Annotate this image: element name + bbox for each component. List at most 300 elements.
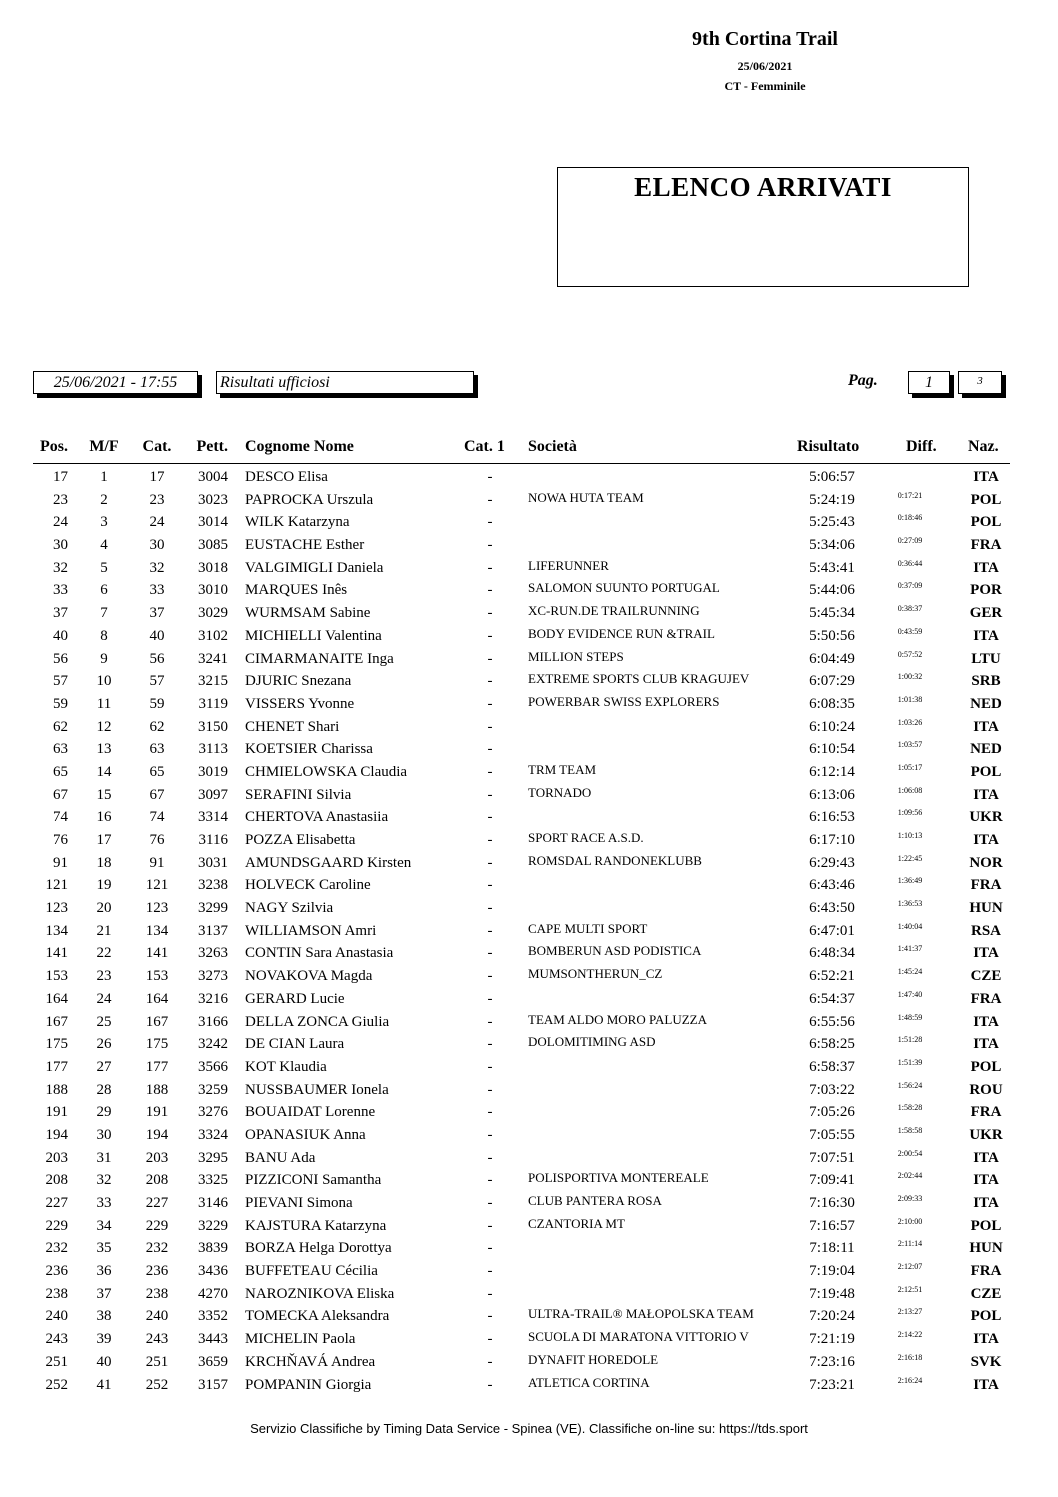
cell-cat: 188 <box>145 1081 169 1098</box>
cell-diff: 2:16:24 <box>897 1375 923 1385</box>
cell-diff: 1:47:40 <box>897 989 923 999</box>
cell-name: CHERTOVA Anastasiia <box>245 809 389 826</box>
cell-pett: 3263 <box>198 945 228 962</box>
cell-name: POZZA Elisabetta <box>245 832 356 848</box>
cell-risultato: 7:05:26 <box>809 1104 855 1121</box>
cell-diff: 0:27:09 <box>897 536 923 546</box>
cell-pett: 3018 <box>198 559 228 576</box>
cell-cat: 251 <box>145 1353 169 1370</box>
cell-mf: 29 <box>96 1104 112 1121</box>
cell-mf: 19 <box>96 877 112 894</box>
table-row <box>0 535 1058 558</box>
cell-cat: 153 <box>145 968 169 985</box>
cell-societa: SALOMON SUUNTO PORTUGAL <box>528 580 720 596</box>
cell-diff: 0:18:46 <box>897 513 923 523</box>
table-row <box>0 921 1058 944</box>
cell-pos: 62 <box>53 718 68 735</box>
cell-cat: 17 <box>149 469 165 485</box>
cell-pett: 3566 <box>198 1058 228 1075</box>
cell-societa: BODY EVIDENCE RUN &TRAIL <box>528 625 715 641</box>
cell-cat: 74 <box>149 809 165 826</box>
table-row <box>0 1306 1058 1329</box>
cell-name: PIEVANI Simona <box>245 1195 353 1211</box>
cell-diff: 1:06:08 <box>897 785 923 795</box>
table-row <box>0 1375 1058 1398</box>
cell-cat1: - <box>487 763 493 780</box>
cell-societa: CAPE MULTI SPORT <box>528 920 648 936</box>
col-cat1: Cat. 1 <box>464 438 505 455</box>
cell-pett: 3659 <box>198 1353 228 1370</box>
cell-diff: 1:36:49 <box>897 876 923 886</box>
table-row <box>0 1012 1058 1035</box>
cell-risultato: 7:19:04 <box>809 1263 855 1280</box>
cell-pos: 177 <box>45 1058 68 1075</box>
cell-risultato: 7:19:48 <box>809 1285 855 1302</box>
cell-mf: 8 <box>100 627 108 644</box>
cell-mf: 15 <box>96 786 112 803</box>
cell-naz: NED <box>970 695 1002 712</box>
cell-diff: 1:03:57 <box>897 740 923 750</box>
cell-naz: CZE <box>970 968 1002 985</box>
col-pos: Pos. <box>40 438 68 455</box>
cell-cat1: - <box>487 605 493 622</box>
table-row <box>0 1170 1058 1193</box>
table-row <box>0 671 1058 694</box>
cell-pett: 3019 <box>198 763 228 780</box>
cell-risultato: 7:05:55 <box>809 1126 855 1143</box>
cell-mf: 32 <box>96 1172 112 1189</box>
cell-diff: 0:57:52 <box>897 649 923 659</box>
cell-mf: 27 <box>96 1058 112 1075</box>
cell-mf: 24 <box>96 990 112 1007</box>
cell-societa: DYNAFIT HOREDOLE <box>528 1351 659 1367</box>
cell-name: OPANASIUK Anna <box>245 1126 366 1143</box>
cell-cat1: - <box>487 559 493 576</box>
cell-societa: ATLETICA CORTINA <box>528 1374 650 1390</box>
cell-diff: 1:09:56 <box>897 808 923 818</box>
cell-mf: 13 <box>96 741 112 758</box>
cell-risultato: 7:16:57 <box>809 1217 855 1234</box>
cell-pett: 3241 <box>198 650 228 667</box>
cell-mf: 10 <box>96 673 112 690</box>
cell-diff: 0:36:44 <box>897 558 923 568</box>
table-row <box>0 717 1058 740</box>
table-row <box>0 1125 1058 1148</box>
cell-cat: 67 <box>149 786 165 803</box>
footer-note: Servizio Classifiche by Timing Data Service - Spinea (VE). Classifiche on-line su: https://tds.sport <box>250 1421 808 1436</box>
cell-diff: 2:12:51 <box>897 1284 923 1294</box>
cell-mf: 18 <box>96 854 112 871</box>
cell-name: WILK Katarzyna <box>245 514 350 531</box>
cell-risultato: 6:08:35 <box>809 695 855 712</box>
cell-naz: SVK <box>970 1353 1002 1370</box>
cell-pett: 3216 <box>198 990 228 1007</box>
cell-societa: CZANTORIA MT <box>528 1215 625 1231</box>
table-row <box>0 1238 1058 1261</box>
cell-cat: 208 <box>145 1172 169 1189</box>
cell-name: POMPANIN Giorgia <box>245 1376 372 1393</box>
table-row <box>0 898 1058 921</box>
cell-pett: 3113 <box>198 741 228 758</box>
cell-mf: 2 <box>100 491 108 508</box>
cell-name: HOLVECK Caroline <box>245 877 371 894</box>
cell-cat: 37 <box>149 605 165 622</box>
cell-pett: 3004 <box>198 469 228 485</box>
cell-pos: 17 <box>53 469 68 485</box>
cell-cat1: - <box>487 1013 493 1030</box>
cell-cat: 194 <box>145 1126 169 1143</box>
header-rule <box>33 463 1010 464</box>
list-title: ELENCO ARRIVATI <box>634 172 892 202</box>
cell-cat1: - <box>487 809 493 826</box>
table-row <box>0 1148 1058 1171</box>
cell-naz: FRA <box>970 1263 1002 1280</box>
cell-pos: 252 <box>45 1376 68 1393</box>
cell-pos: 57 <box>53 673 68 690</box>
cell-pos: 191 <box>45 1104 68 1121</box>
cell-pett: 3839 <box>198 1240 228 1257</box>
cell-pett: 3299 <box>198 900 228 917</box>
cell-diff: 1:41:37 <box>897 944 923 954</box>
cell-cat: 24 <box>149 514 165 531</box>
cell-naz: ITA <box>973 1013 999 1030</box>
cell-mf: 20 <box>96 900 112 917</box>
cell-pett: 3150 <box>198 718 228 735</box>
cell-mf: 1 <box>100 469 108 485</box>
cell-pos: 243 <box>45 1331 68 1348</box>
cell-diff: 1:03:26 <box>897 717 923 727</box>
page-label: Pag. <box>848 372 878 389</box>
cell-cat: 240 <box>145 1308 169 1325</box>
col-risultato: Risultato <box>797 438 860 455</box>
table-row <box>0 694 1058 717</box>
cell-risultato: 6:10:54 <box>809 741 855 758</box>
cell-naz: ITA <box>973 786 999 803</box>
cell-risultato: 6:17:10 <box>809 832 855 848</box>
cell-risultato: 6:29:43 <box>809 854 855 871</box>
cell-pos: 32 <box>53 559 68 576</box>
cell-naz: UKR <box>969 809 1003 826</box>
cell-societa: POLISPORTIVA MONTEREALE <box>528 1170 709 1186</box>
cell-cat: 63 <box>149 741 165 758</box>
cell-name: KRCHŇAVÁ Andrea <box>245 1353 376 1370</box>
cell-pett: 3010 <box>198 582 228 599</box>
cell-societa: POWERBAR SWISS EXPLORERS <box>528 693 720 709</box>
cell-name: DELLA ZONCA Giulia <box>245 1013 390 1030</box>
cell-naz: POL <box>970 491 1002 508</box>
cell-risultato: 7:18:11 <box>809 1240 855 1257</box>
table-row <box>0 1057 1058 1080</box>
cell-name: BOUAIDAT Lorenne <box>245 1104 376 1121</box>
cell-risultato: 7:07:51 <box>809 1149 855 1166</box>
cell-cat: 123 <box>145 900 169 917</box>
table-row <box>0 1034 1058 1057</box>
cell-diff: 1:48:59 <box>897 1012 923 1022</box>
cell-risultato: 6:54:37 <box>809 990 855 1007</box>
col-name: Cognome Nome <box>245 438 354 455</box>
cell-pos: 123 <box>45 900 68 917</box>
cell-risultato: 6:13:06 <box>809 786 855 803</box>
table-row <box>0 580 1058 603</box>
cell-mf: 4 <box>100 537 108 554</box>
cell-diff: 1:56:24 <box>897 1080 923 1090</box>
cell-cat1: - <box>487 990 493 1007</box>
cell-pett: 3119 <box>198 695 228 712</box>
cell-pos: 188 <box>45 1081 68 1098</box>
cell-name: DESCO Elisa <box>245 469 328 485</box>
cell-pett: 3085 <box>198 537 228 554</box>
cell-diff: 1:22:45 <box>897 853 923 863</box>
cell-pos: 236 <box>45 1263 68 1280</box>
cell-naz: ITA <box>973 1149 999 1166</box>
cell-pett: 3166 <box>198 1013 228 1030</box>
cell-name: AMUNDSGAARD Kirsten <box>245 854 412 871</box>
cell-risultato: 5:45:34 <box>809 605 855 622</box>
cell-mf: 3 <box>100 514 108 531</box>
table-row <box>0 1261 1058 1284</box>
table-row <box>0 512 1058 535</box>
cell-risultato: 6:04:49 <box>809 650 855 667</box>
table-row <box>0 1080 1058 1103</box>
col-naz: Naz. <box>968 438 999 455</box>
cell-cat: 76 <box>149 832 165 848</box>
cell-cat: 227 <box>145 1195 169 1211</box>
cell-mf: 6 <box>100 582 108 599</box>
cell-naz: ITA <box>973 469 999 485</box>
cell-naz: FRA <box>970 1104 1002 1121</box>
table-header <box>0 436 1058 460</box>
cell-pos: 208 <box>45 1172 68 1189</box>
cell-cat: 33 <box>149 582 165 599</box>
cell-cat: 23 <box>149 491 165 508</box>
cell-naz: UKR <box>969 1126 1003 1143</box>
cell-diff: 2:12:07 <box>897 1262 923 1272</box>
cell-cat1: - <box>487 854 493 871</box>
cell-risultato: 6:43:50 <box>809 900 855 917</box>
cell-cat1: - <box>487 1376 493 1393</box>
cell-name: BUFFETEAU Cécilia <box>245 1263 378 1280</box>
table-row <box>0 966 1058 989</box>
cell-pos: 229 <box>45 1217 68 1234</box>
cell-risultato: 6:52:21 <box>809 968 855 985</box>
cell-cat1: - <box>487 741 493 758</box>
cell-cat1: - <box>487 922 493 939</box>
cell-name: CONTIN Sara Anastasia <box>245 945 394 962</box>
table-row <box>0 558 1058 581</box>
cell-name: KAJSTURA Katarzyna <box>245 1217 387 1234</box>
cell-diff: 1:05:17 <box>897 762 923 772</box>
cell-societa: LIFERUNNER <box>528 557 609 573</box>
cell-pos: 227 <box>45 1195 68 1211</box>
cell-cat1: - <box>487 832 493 848</box>
cell-mf: 33 <box>96 1195 112 1211</box>
cell-pos: 240 <box>45 1308 68 1325</box>
cell-cat1: - <box>487 469 493 485</box>
cell-risultato: 5:34:06 <box>809 537 855 554</box>
cell-societa: MUMSONTHERUN_CZ <box>528 966 663 982</box>
cell-pett: 3031 <box>198 854 228 871</box>
cell-mf: 37 <box>96 1285 112 1302</box>
list-title-box <box>557 167 969 287</box>
cell-naz: ROU <box>969 1081 1003 1098</box>
cell-cat: 134 <box>145 922 169 939</box>
table-row <box>0 853 1058 876</box>
cell-diff: 2:16:18 <box>897 1352 923 1362</box>
cell-risultato: 7:21:19 <box>809 1331 855 1348</box>
cell-mf: 36 <box>96 1263 112 1280</box>
table-row <box>0 943 1058 966</box>
cell-cat: 191 <box>145 1104 169 1121</box>
cell-mf: 41 <box>96 1376 112 1393</box>
cell-name: CHMIELOWSKA Claudia <box>245 763 408 780</box>
cell-diff: 1:51:39 <box>897 1057 923 1067</box>
cell-pos: 194 <box>45 1126 68 1143</box>
cell-naz: LTU <box>971 650 1001 667</box>
cell-risultato: 7:16:30 <box>809 1195 855 1211</box>
cell-pett: 3324 <box>198 1126 228 1143</box>
cell-risultato: 6:10:24 <box>809 718 855 735</box>
cell-pos: 23 <box>53 491 68 508</box>
cell-pos: 232 <box>45 1240 68 1257</box>
cell-pos: 76 <box>53 832 68 848</box>
cell-name: BORZA Helga Dorottya <box>245 1240 392 1257</box>
cell-pos: 24 <box>53 514 68 531</box>
cell-risultato: 5:24:19 <box>809 491 855 508</box>
cell-societa: DOLOMITIMING ASD <box>528 1034 656 1050</box>
cell-risultato: 6:48:34 <box>809 945 855 962</box>
cell-mf: 25 <box>96 1013 112 1030</box>
cell-mf: 12 <box>96 718 112 735</box>
cell-cat: 56 <box>149 650 165 667</box>
cell-mf: 22 <box>96 945 112 962</box>
cell-cat1: - <box>487 1331 493 1348</box>
cell-naz: POL <box>970 1308 1002 1325</box>
cell-cat1: - <box>487 491 493 508</box>
cell-pos: 33 <box>53 582 68 599</box>
cell-diff: 0:17:21 <box>897 490 923 500</box>
cell-name: KOT Klaudia <box>245 1058 327 1075</box>
cell-pos: 251 <box>45 1353 68 1370</box>
cell-naz: ITA <box>973 1376 999 1393</box>
cell-risultato: 6:58:37 <box>809 1058 855 1075</box>
table-row <box>0 762 1058 785</box>
col-pett: Pett. <box>196 438 228 455</box>
cell-mf: 34 <box>96 1217 112 1234</box>
cell-name: WILLIAMSON Amri <box>245 922 377 939</box>
cell-cat1: - <box>487 1263 493 1280</box>
cell-cat1: - <box>487 945 493 962</box>
cell-cat1: - <box>487 900 493 917</box>
cell-cat1: - <box>487 1149 493 1166</box>
table-row <box>0 875 1058 898</box>
cell-diff: 2:00:54 <box>897 1148 923 1158</box>
cell-diff: 1:51:28 <box>897 1035 923 1045</box>
cell-naz: POR <box>970 582 1002 599</box>
cell-pett: 3102 <box>198 627 228 644</box>
cell-naz: POL <box>970 1058 1002 1075</box>
cell-diff: 2:11:14 <box>897 1239 923 1249</box>
cell-cat1: - <box>487 695 493 712</box>
cell-naz: ITA <box>973 718 999 735</box>
cell-naz: GER <box>969 605 1003 622</box>
cell-cat: 243 <box>145 1331 169 1348</box>
cell-societa: XC-RUN.DE TRAILRUNNING <box>528 603 700 619</box>
cell-mf: 17 <box>96 832 112 848</box>
cell-mf: 31 <box>96 1149 112 1166</box>
cell-cat: 141 <box>145 945 169 962</box>
cell-cat: 62 <box>149 718 165 735</box>
cell-mf: 9 <box>100 650 108 667</box>
cell-pos: 56 <box>53 650 68 667</box>
event-category: CT - Femminile <box>724 79 806 93</box>
cell-diff: 2:09:33 <box>897 1194 923 1203</box>
cell-mf: 35 <box>96 1240 112 1257</box>
cell-risultato: 7:03:22 <box>809 1081 855 1098</box>
cell-cat: 57 <box>149 673 165 690</box>
cell-risultato: 6:43:46 <box>809 877 855 894</box>
cell-diff: 1:58:28 <box>897 1103 923 1113</box>
cell-cat1: - <box>487 1353 493 1370</box>
cell-cat: 175 <box>145 1036 169 1053</box>
cell-naz: ITA <box>973 1036 999 1053</box>
cell-risultato: 6:07:29 <box>809 673 855 690</box>
cell-naz: ITA <box>973 1172 999 1189</box>
cell-naz: ITA <box>973 1331 999 1348</box>
cell-naz: CZE <box>970 1285 1002 1302</box>
col-societa: Società <box>528 438 577 455</box>
cell-cat1: - <box>487 1081 493 1098</box>
cell-risultato: 7:23:16 <box>809 1353 855 1370</box>
cell-pett: 3229 <box>198 1217 228 1234</box>
cell-cat: 236 <box>145 1263 169 1280</box>
cell-naz: HUN <box>969 900 1003 917</box>
cell-cat1: - <box>487 1058 493 1075</box>
cell-diff: 0:43:59 <box>897 626 923 636</box>
cell-pos: 40 <box>53 627 68 644</box>
table-row <box>0 739 1058 762</box>
cell-diff: 2:14:22 <box>897 1330 923 1340</box>
cell-mf: 7 <box>100 605 108 622</box>
cell-naz: ITA <box>973 945 999 962</box>
cell-diff: 2:10:00 <box>897 1216 923 1226</box>
cell-naz: ITA <box>973 832 999 848</box>
cell-naz: NOR <box>969 854 1003 871</box>
table-row <box>0 603 1058 626</box>
cell-mf: 26 <box>96 1036 112 1053</box>
cell-name: NAGY Szilvia <box>245 900 334 917</box>
cell-cat1: - <box>487 1285 493 1302</box>
cell-naz: HUN <box>969 1240 1003 1257</box>
cell-cat: 238 <box>145 1285 169 1302</box>
cell-diff: 1:58:58 <box>897 1125 923 1135</box>
table-row <box>0 785 1058 808</box>
cell-naz: FRA <box>970 877 1002 894</box>
cell-pett: 3325 <box>198 1172 228 1189</box>
cell-societa: TEAM ALDO MORO PALUZZA <box>528 1011 707 1027</box>
cell-pos: 63 <box>53 741 68 758</box>
cell-diff: 0:38:37 <box>897 604 923 614</box>
cell-societa: ROMSDAL RANDONEKLUBB <box>528 852 702 868</box>
cell-cat1: - <box>487 582 493 599</box>
page-total: 3 <box>958 371 1002 394</box>
cell-pett: 3443 <box>198 1331 228 1348</box>
cell-cat1: - <box>487 1036 493 1053</box>
cell-pos: 203 <box>45 1149 68 1166</box>
cell-diff: 2:13:27 <box>897 1307 923 1317</box>
cell-pos: 175 <box>45 1036 68 1053</box>
cell-societa: MILLION STEPS <box>528 648 624 664</box>
cell-cat1: - <box>487 1126 493 1143</box>
